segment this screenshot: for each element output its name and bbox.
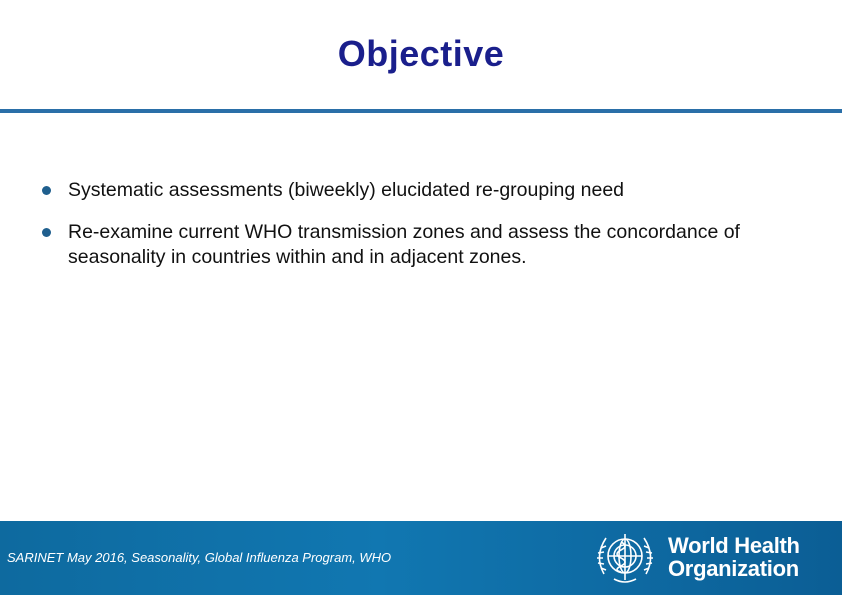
- bullet-dot-icon: [42, 186, 51, 195]
- who-name: [668, 534, 800, 580]
- footer-caption: SARINET May 2016, Seasonality, Global Influenza Program, WHO: [7, 550, 392, 565]
- bullet-dot-icon: [42, 228, 51, 237]
- bullet-item: [40, 220, 798, 270]
- bullet-item: [40, 178, 820, 203]
- bullet-text: Systematic assessments (biweekly) elucidated re-grouping need: [68, 179, 625, 201]
- title-divider: [0, 109, 842, 113]
- slide-title: Objective: [337, 33, 505, 74]
- who-name-line1: World Health: [668, 533, 800, 558]
- who-logo: [592, 526, 832, 588]
- who-emblem-icon: [592, 526, 658, 588]
- bullet-text: Re-examine current WHO transmission zones and assess the concordance of seasonality in countries within and in adjacent zones.: [68, 221, 740, 268]
- who-name-line2: Organization: [668, 556, 799, 581]
- footer-band: [0, 521, 842, 595]
- bullet-list: [40, 178, 820, 287]
